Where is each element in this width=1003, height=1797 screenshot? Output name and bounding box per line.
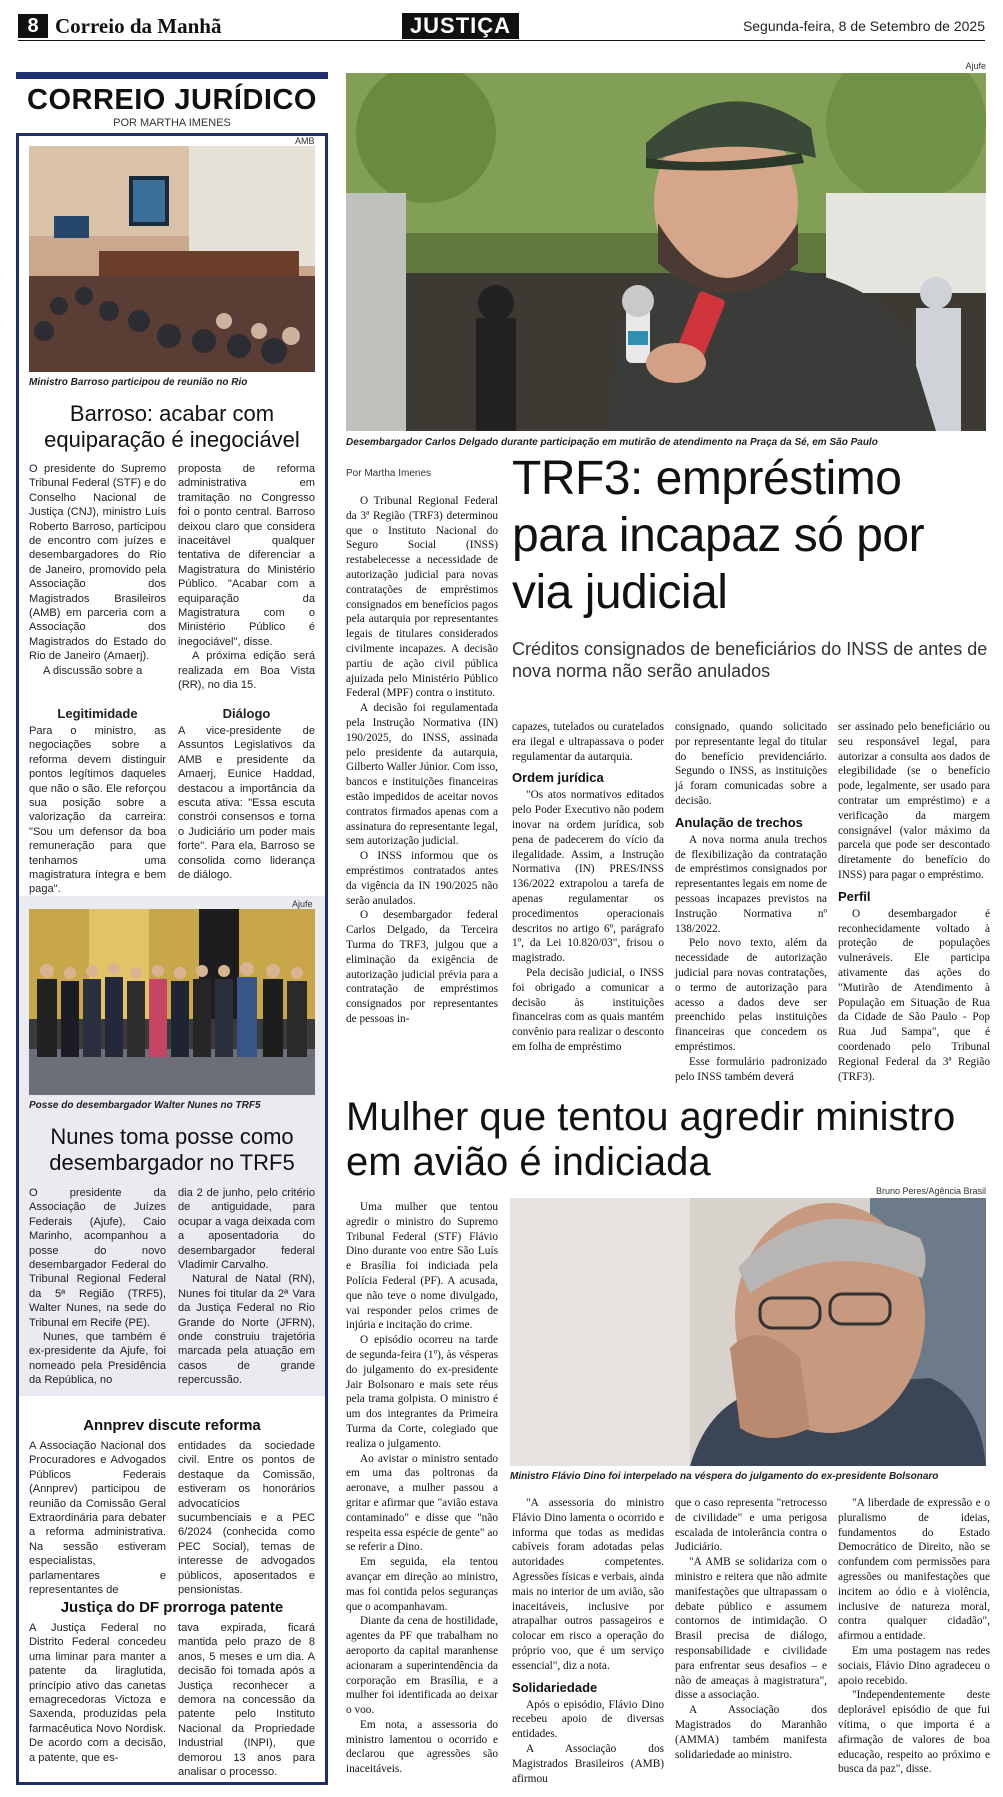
delgado-interview-photo <box>346 73 986 431</box>
paragraph: dia 2 de junho, pelo critério de antiguidade, para ocupar a vaga deixada com a aposentadoria do desembargador federal Vladimir Carvalho. <box>178 1187 315 1272</box>
subheading: Perfil <box>838 888 871 904</box>
photo-credit: Ajufe <box>292 899 313 909</box>
story-column <box>178 1186 315 1388</box>
paragraph: A nova norma anula trechos de flexibilização da contratação de empréstimos consignados por representantes legais em nome de pessoas incapazes previstos na Instrução Normativa nº 138/2022. <box>675 833 827 935</box>
paragraph: proposta de reforma administrativa em tramitação no Congresso foi o ponto central. Barroso deixou claro que considera inaceitável qualquer tentativa de diferenciar a Magistratura do Ministério Público. "Acabar com a equiparação da Magistratura com o Ministério Público é inegociável", disse. <box>178 463 315 648</box>
story-column <box>29 1186 166 1388</box>
subheading: Anulação de trechos <box>675 814 803 830</box>
paragraph: Pelo novo texto, além da necessidade de autorização judicial para novas contratações, o termo de autorização para acesso a dados deve ser preenchido pelas instituições financeiras que concedem os empréstimos. <box>675 937 827 1053</box>
story-column <box>29 1439 166 1597</box>
paragraph: A discussão sobre a <box>43 664 143 677</box>
paragraph: A próxima edição será realizada em Boa Vista (RR), no dia 15. <box>178 650 315 692</box>
paragraph: O desembargador é reconhecidamente voltado à proteção de populações vulneráveis. Ele participa ativamente das ações do "Mutirão de Atendimento à População em Situação de Rua da Cidade de São Paulo - Pop Rua Jud Sampa", que é coordenado pelo Tribunal Regional Federal da 3ª Região (TRF3). <box>838 907 990 1083</box>
paragraph: "Independentemente deste deplorável episódio de que fui vítima, o que importa é a afirmação de valores de boa educação, respeito ao próximo e busca da paz", disse. <box>838 1689 990 1776</box>
paragraph: Pela decisão judicial, o INSS foi obrigado a comunicar a decisão às instituições financeiras com as quais mantém convênio para realizar o desconto em folha de empréstimo <box>512 966 664 1053</box>
article-column <box>512 1496 664 1786</box>
paragraph: A Associação dos Magistrados Brasileiros (AMB) afirmou <box>512 1742 664 1785</box>
paragraph: Em uma postagem nas redes sociais, Flávio Dino agradeceu o apoio recebido. <box>838 1644 990 1687</box>
paragraph: "A AMB se solidariza com o ministro e reitera que não admite manifestações que ultrapassam o debate público e assumem contornos de intimidação. O Brasil precisa de diálogo, responsabilidade e civilidade para enfrentar seus desafios – e não de ameaças à magistratura", disse a associação. <box>675 1556 827 1702</box>
newspaper-name: Correio da Manhã <box>55 14 222 38</box>
nunes-ceremony-photo <box>29 909 315 1095</box>
subheading: Solidariedade <box>512 1679 598 1695</box>
paragraph: Uma mulher que tentou agredir o ministro do Supremo Tribunal Federal (STF) Flávio Dino durante voo entre São Luís e Brasília foi indiciada pela Polícia Federal (PF). A acusada, que não teve o nome divulgado, vai responder pelos crimes de injúria e incitação do crime. <box>346 1201 498 1332</box>
paragraph: O INSS informou que os empréstimos contratados antes da vigência da IN 190/2025 não serão anulados. <box>346 850 498 907</box>
photo-caption: Ministro Barroso participou de reunião no Rio <box>29 377 248 388</box>
paragraph: entidades da sociedade civil. Entre os pontos de destaque da Comissão, estiveram os honorários advocatícios sucumbenciais e a PEC 6/2024 (conhecida como PEC Social), temas de interesse de advogados públicos, aposentados e pensionistas. <box>178 1440 315 1597</box>
header-rule <box>18 40 985 41</box>
subheading: Diálogo <box>222 706 271 721</box>
paragraph: Ao avistar o ministro sentado em uma das poltronas da aeronave, a mulher passou a gritar e afirmar que "avião estava contaminado" e disse que "não respeita essa espécie de gente" ao se referir a Dino. <box>346 1452 498 1554</box>
story-column <box>178 700 315 882</box>
paragraph: que o caso representa "retrocesso de civilidade" e uma perigosa escalada de intolerância contra o Judiciário. <box>675 1497 827 1554</box>
headline: Mulher que tentou agredir ministro em avião é indiciada <box>346 1095 956 1184</box>
photo-caption: Desembargador Carlos Delgado durante participação em mutirão de atendimento na Praça da Sé, em São Paulo <box>346 437 878 448</box>
section-label: JUSTIÇA <box>402 13 519 39</box>
article-column <box>346 1200 498 1777</box>
article-column <box>512 720 664 1055</box>
paragraph: ser assinado pelo beneficiário ou seu responsável legal, para autorizar a consulta aos dados de elegibilidade (se o benefício pode, legalmente, ser usado para contratar um empréstimo) e a verificação da margem consignável (valor máximo da parcela que pode ser descontado diretamente do benefício do INSS) para pagar o empréstimo. <box>838 721 990 881</box>
story-column <box>29 462 166 678</box>
article-column <box>838 1496 990 1777</box>
paragraph: "Os atos normativos editados pelo Poder Executivo não podem inovar na ordem jurídica, sob pena de padecerem do vício da ilegalidade. Assim, a Instrução Normativa (IN) PRES/INSS 136/2022 extrapolou a tarefa de apenas regulamentar os procedimentos operacionais descritos no artigo 6º, parágrafo 1º, da Lei 10.820/03", frisou o magistrado. <box>512 789 664 965</box>
paragraph: Diante da cena de hostilidade, agentes da PF que trabalham no aeroporto da capital maranhense acionaram a superintendência da corporação em Brasília, e a mulher foi identificada ao deixar o voo. <box>346 1615 498 1717</box>
story-column <box>178 462 315 693</box>
paragraph: "A liberdade de expressão e o pluralismo de ideias, fundamentos do Estado Democrático de Direito, não se confundem com permissões para agressões ou manifestações que incitem ao ódio e à violência, inclusive de natureza moral, contra qualquer cidadão", afirmou a entidade. <box>838 1497 990 1643</box>
article-column <box>675 1496 827 1762</box>
article-column <box>838 720 990 1084</box>
issue-date: Segunda-feira, 8 de Setembro de 2025 <box>742 18 985 34</box>
story-column <box>178 1621 315 1779</box>
paragraph: A Justiça Federal no Distrito Federal concedeu uma liminar para manter a patente da liraglutida, princípio ativo das canetas emagrecedoras Victoza e Saxenda, produzidas pela farmacêutica Novo Nordisk. De acordo com a decisão, a patente, que es- <box>29 1622 166 1764</box>
story-column <box>178 1439 315 1597</box>
headline: TRF3: empréstimo para incapaz só por via judicial <box>512 452 925 619</box>
byline: Por Martha Imenes <box>346 468 432 479</box>
paragraph: Nunes, que também é ex-presidente da Ajufe, foi nomeado pela Presidência da República, no <box>29 1331 166 1387</box>
paragraph: A Associação Nacional dos Procuradores e Advogados Públicos Federais (Annprev) participou de reunião da Comissão Geral Extraordinária para debater a reforma administrativa. Na sessão estiveram especialistas, parlamentares e representantes de <box>29 1440 166 1597</box>
paragraph: Para o ministro, as negociações sobre a reforma devem distinguir pontos legítimos daqueles que não o são. Ele reforçou sua posição sobre a valorização da carreira: "Sou um defensor da boa remuneração para que tenhamos uma magistratura íntegra e bem paga". <box>29 725 166 896</box>
paragraph: Esse formulário padronizado pelo INSS também deverá <box>675 1055 827 1083</box>
story-title: Justiça do DF prorroga patente <box>60 1599 284 1616</box>
paragraph: tava expirada, ficará mantida pelo prazo de 8 anos, 5 meses e um dia. A decisão foi tomada após a Justiça reconhecer a demora na concessão da patente pelo Instituto Nacional da Propriedade Industrial (INPI), que demorou 13 anos para analisar o processo. <box>178 1622 315 1779</box>
story-title: Annprev discute reforma <box>83 1417 261 1434</box>
article-column <box>675 720 827 1084</box>
subheading: Ordem jurídica <box>512 770 604 786</box>
paragraph: Em nota, a assessoria do ministro lamentou o ocorrido e declarou que agressões são inaceitáveis. <box>346 1718 498 1776</box>
paragraph: O presidente da Associação de Juízes Federais (Ajufe), Caio Marinho, acompanhou a posse do novo desembargador Federal do Tribunal Regional Federal da 5ª Região (TRF5), Walter Nunes, na sede do Tribunal em Recife (PE). <box>29 1187 166 1329</box>
paragraph: O presidente do Supremo Tribunal Federal (STF) e do Conselho Nacional de Justiça (CNJ), ministro Luís Roberto Barroso, participou de encontro com juízes e desembargadores do Rio de Janeiro, promovido pela Associação dos Magistrados Brasileiros (AMB) em parceria com a Associação dos Magistrados do Estado do Rio de Janeiro (Amaerj). <box>29 463 166 663</box>
article-column <box>346 494 498 1027</box>
paragraph: O episódio ocorreu na tarde de segunda-feira (1º), às vésperas do julgamento do ex-presidente Jair Bolsonaro e mais sete réus pela trama golpista. O ministro é um dos integrantes da Primeira Turma da Corte, colegiado que realiza o julgamento. <box>346 1334 498 1450</box>
photo-credit: Bruno Peres/Agência Brasil <box>875 1186 986 1196</box>
paragraph: "A assessoria do ministro Flávio Dino lamenta o ocorrido e informa que todas as medidas cabíveis foram adotadas pelas autoridades competentes. Agressões físicas e verbais, ainda mais no interior de um avião, são inaceitáveis, inclusive por atrapalhar outros passageiros e colocar em risco a operação do próprio voo, que é um serviço essencial", diz a nota. <box>512 1497 664 1672</box>
paragraph: O Tribunal Regional Federal da 3ª Região (TRF3) determinou que o Instituto Nacional do Seguro Social (INSS) restabelecesse a necessidade de autorização judicial para novas contratações de empréstimos consignados em benefícios pagos pela autarquia por representantes legais de titulares considerados civilmente incapazes. A decisão partiu de ação civil pública ajuizada pelo Ministério Público Federal (MPF) contra o instituto. <box>346 495 498 700</box>
paragraph: A decisão foi regulamentada pela Instrução Normativa (IN) 190/2025, do INSS, assinada pelo presidente da autarquia, Gilberto Waller Júnior. Com isso, bancos e instituições financeiras estão impedidos de aceitar novos contratos firmados apenas com a assinatura do representante legal, sem autorização judicial. <box>346 702 498 848</box>
dino-portrait-photo <box>510 1198 986 1466</box>
paragraph: Natural de Natal (RN), Nunes foi titular da 2ª Vara da Justiça Federal no Rio Grande do Norte (JFRN), onde construiu trajetória marcada pela atuação em casos de grande repercussão. <box>178 1273 315 1387</box>
photo-caption: Ministro Flávio Dino foi interpelado na véspera do julgamento do ex-presidente Bolsonaro <box>510 1471 939 1482</box>
paragraph: O desembargador federal Carlos Delgado, da Terceira Turma do TRF3, julgou que a eliminação da exigência de autorização judicial prévia para a contratação de empréstimos consignados por representantes de pessoas in- <box>346 909 498 1025</box>
sidebar-byline: POR MARTHA IMENES <box>113 117 231 129</box>
subheadline: Créditos consignados de beneficiários do INSS de antes de nova norma não serão anulados <box>512 639 988 681</box>
photo-credit: AMB <box>295 136 315 146</box>
sidebar-top-bar <box>16 72 328 79</box>
paragraph: Em seguida, ela tentou avançar em direção ao ministro, mas foi contida pelos seguranças que o acompanhavam. <box>346 1556 498 1613</box>
photo-credit: Ajufe <box>965 61 986 71</box>
story-title: Barroso: acabar com equiparação é inegociável <box>44 401 300 452</box>
paragraph: consignado, quando solicitado por representante legal do titular do benefício previdenciário. Segundo o INSS, as instituições já foram comunicadas sobre a decisão. <box>675 721 827 807</box>
story-column <box>29 700 166 897</box>
photo-caption: Posse do desembargador Walter Nunes no TRF5 <box>29 1100 261 1111</box>
story-column <box>29 1621 166 1765</box>
page-number: 8 <box>18 14 48 38</box>
paragraph: capazes, tutelados ou curatelados era ilegal e ultrapassava o poder regulamentar da autarquia. <box>512 721 664 763</box>
barroso-meeting-photo <box>29 146 315 372</box>
subheading: Legitimidade <box>57 706 138 721</box>
story-title: Nunes toma posse como desembargador no TRF5 <box>49 1124 295 1175</box>
sidebar-column-title: CORREIO JURÍDICO <box>27 84 317 116</box>
paragraph: A Associação dos Magistrados do Maranhão (AMMA) também manifesta solidariedade ao ministro. <box>675 1704 827 1761</box>
paragraph: A vice-presidente de Assuntos Legislativos da AMB e presidente da Amaerj, Eunice Haddad, destacou a importância da escuta ativa: "Essa escuta constrói consensos e torna o Judiciário um poder mais forte". Para ela, Barroso se consolida como liderança de diálogo. <box>178 725 315 882</box>
paragraph: Após o episódio, Flávio Dino recebeu apoio de diversas entidades. <box>512 1698 664 1741</box>
